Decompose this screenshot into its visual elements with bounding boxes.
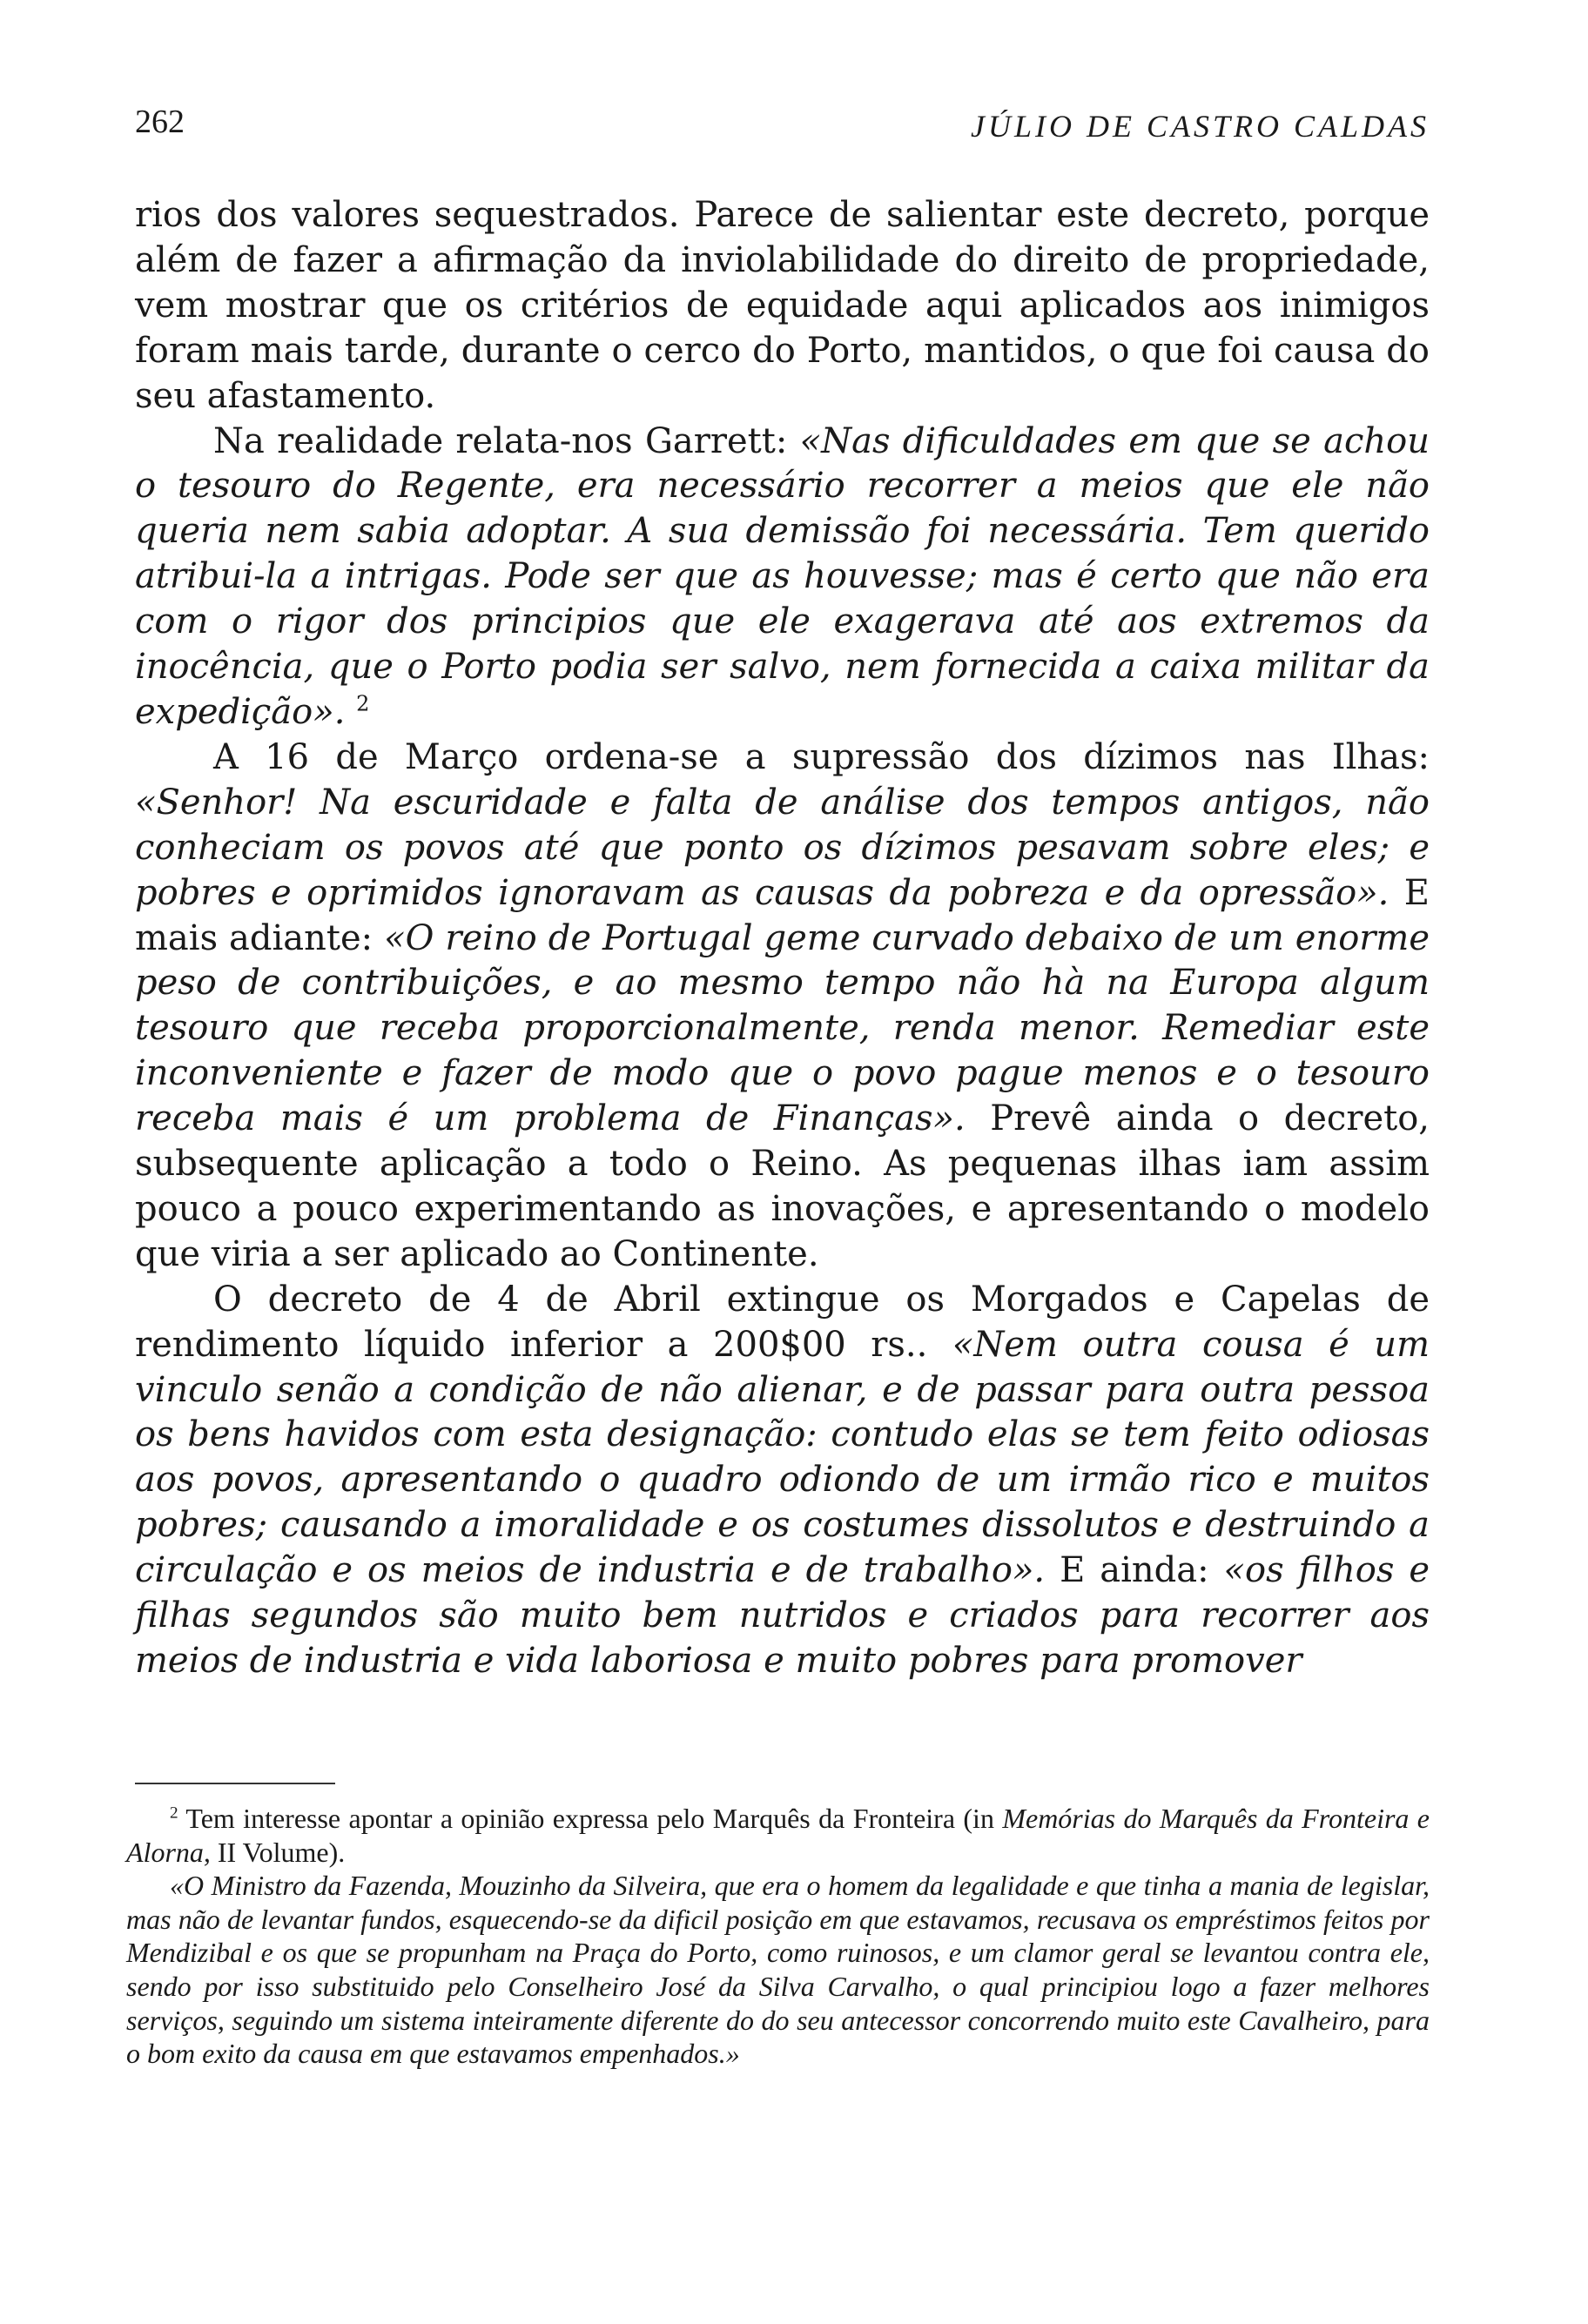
paragraph-2-text: Na realidade relata-nos Garrett: (213, 420, 800, 461)
paragraph-1 (135, 193, 1430, 420)
morgados-quote-1: «Nem outra cousa é um vinculo senão a condição de não alienar, e de passar para outra pessoa os bens havidos com esta designação: contudo elas se tem feito odiosas aos povos, apresentando o quadro odiondo de um irmão rico e muitos pobres; causando a imoralidade e os costumes dissolutos e destruindo a circulação e os meios de industria e de trabalho». (135, 1324, 1430, 1591)
running-head: JÚLIO DE CASTRO CALDAS (971, 109, 1430, 144)
garrett-quote: «Nas dificuldades em que se achou o tesouro do Regente, era necessário recorrer a meios que ele não queria nem sabia adoptar. A sua demissão foi necessária. Tem querido atribui-la a intrigas. Pode ser que as houvesse; mas é certo que não era com o rigor dos principios que ele exagerava até aos extremos da inocência, que o Porto podia ser salvo, nem fornecida a caixa militar da expedição». (135, 420, 1430, 732)
page-number: 262 (135, 104, 185, 140)
footnotes (126, 1802, 1430, 2071)
paragraph-4 (135, 1278, 1430, 1684)
morgados-quote-2: «os filhos e filhas segundos são muito bem nutridos e criados para recorrer aos meios de industria e vida laboriosa e muito pobres para promover (135, 1550, 1430, 1681)
paragraph-3 (135, 735, 1430, 1278)
footnote-1-title: Memórias do Marquês da Fronteira e Alorna, (126, 1803, 1430, 1868)
paragraph-3-text-b: E mais adiante: (135, 872, 1430, 958)
paragraph-4-text-a: O decreto de 4 de Abril extingue os Morgados e Capelas de rendimento líquido inferior a 200$00 rs.. (135, 1279, 1430, 1365)
footnote-2-quote: «O Ministro da Fazenda, Mouzinho da Silveira, que era o homem da legalidade e que tinha a mania de legislar, mas não de levantar fundos, esquecendo-se da dificil posição em que estavamos, recusava os empréstimos feitos por Mendizibal e os que se propunham na Praça do Porto, como ruinosos, e um clamor geral se levantou contra ele, sendo por isso substituido pelo Conselheiro José da Silva Carvalho, o qual principiou logo a fazer melhores serviços, seguindo um sistema inteiramente diferente do do seu antecessor concorrendo muito este Cavalheiro, para o bom exito da causa em que estavamos empenhados.» (126, 1870, 1430, 2070)
footnote-1-text-a: Tem interesse apontar a opinião expressa pelo Marquês da Fronteira (in (178, 1803, 1003, 1834)
paragraph-3-text-c: Prevê ainda o decreto, subsequente aplicação a todo o Reino. As pequenas ilhas iam assim pouco a pouco experimentando as inovações, e apresentando o modelo que viria a ser aplicado ao Continente. (135, 1098, 1430, 1274)
page-header (135, 103, 1430, 155)
dizimos-quote-2: «O reino de Portugal geme curvado debaixo de um enorme peso de contribuições, e ao mesmo tempo não hà na Europa algum tesouro que receba proporcionalmente, renda menor. Remediar este inconveniente e fazer de modo que o povo pague menos e o tesouro receba mais é um problema de Finanças». (135, 917, 1430, 1139)
footnote-divider (135, 1783, 335, 1784)
footnote-number: 2 (170, 1803, 178, 1823)
footnote-2 (126, 1869, 1430, 2071)
footnote-1 (126, 1802, 1430, 1869)
dizimos-quote-1: «Senhor! Na escuridade e falta de análise dos tempos antigos, não conheciam os povos até que ponto os dízimos pesavam sobre eles; e pobres e oprimidos ignoravam as causas da pobreza e da opressão». (135, 782, 1430, 913)
main-text (135, 193, 1430, 1684)
paragraph-4-text-b: E ainda: (1045, 1550, 1224, 1591)
paragraph-1-text: rios dos valores sequestrados. Parece de salientar este decreto, porque além de fazer a afirmação da inviolabilidade do direito de propriedade, vem mostrar que os critérios de equidade aqui aplicados aos inimigos foram mais tarde, durante o cerco do Porto, mantidos, o que foi causa do seu afastamento. (135, 195, 1430, 416)
footnote-ref[interactable]: 2 (356, 691, 370, 716)
paragraph-3-text-a: A 16 de Março ordena-se a supressão dos dízimos nas Ilhas: (213, 736, 1430, 777)
footnote-1-text-b: II Volume). (210, 1836, 346, 1868)
paragraph-2 (135, 420, 1430, 735)
